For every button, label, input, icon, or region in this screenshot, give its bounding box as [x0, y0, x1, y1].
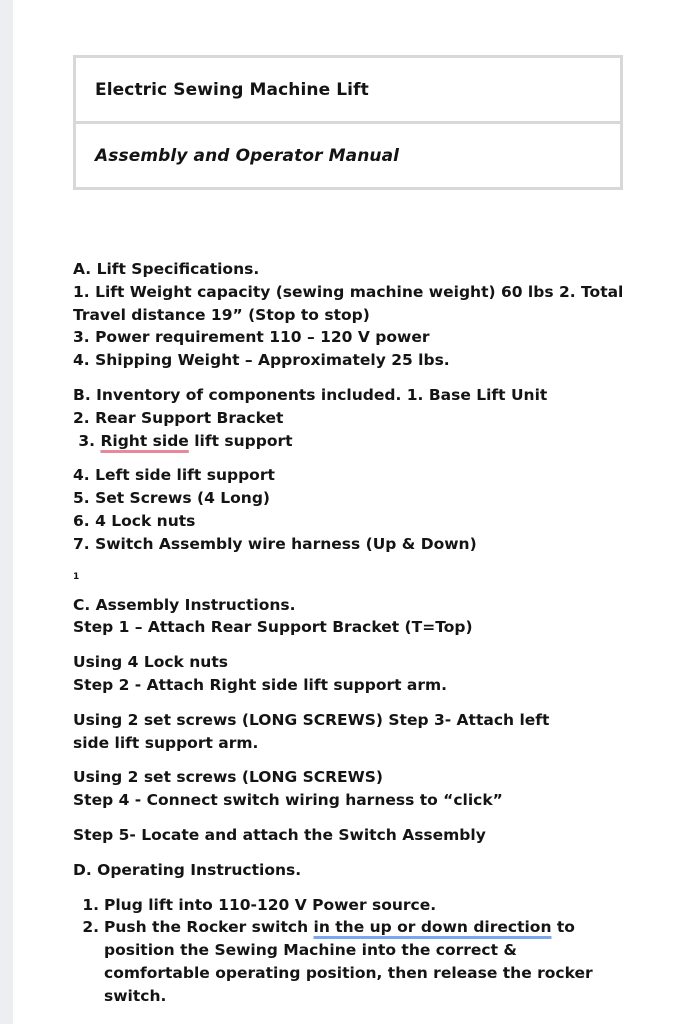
inventory-item-6: 6. 4 Lock nuts — [73, 511, 196, 530]
assembly-using-3: Using 2 set screws (LONG SCREWS) — [73, 768, 383, 787]
list-text-suffix: to position the Sewing Machine into the correct & comfortable operating position, then release the rocker switch. — [104, 918, 599, 1005]
section-c-heading: C. Assembly Instructions. — [73, 595, 296, 614]
page-margin-strip — [0, 0, 13, 1024]
assembly-using-1: Using 4 Lock nuts — [73, 653, 228, 672]
list-text-prefix: Push the Rocker switch — [104, 918, 314, 937]
title-box — [73, 55, 623, 190]
inventory-item-7: 7. Switch Assembly wire harness (Up & Down) — [73, 534, 477, 553]
document-title: Electric Sewing Machine Lift — [76, 58, 620, 124]
list-number: 1. — [82, 895, 99, 914]
operating-instructions-list — [73, 894, 643, 1008]
assembly-step-4: Step 4 - Connect switch wiring harness to “click” — [73, 791, 503, 810]
list-text: Plug lift into 110-120 V Power source. — [104, 895, 437, 914]
inventory-item-4: 4. Left side lift support — [73, 466, 275, 485]
section-d-heading: D. Operating Instructions. — [73, 860, 302, 879]
assembly-step-5: Step 5- Locate and attach the Switch Assembly — [73, 825, 486, 844]
assembly-step-3: Using 2 set screws (LONG SCREWS) Step 3- Attach left side lift support arm. — [73, 710, 550, 752]
inventory-item-3-prefix: 3. — [73, 431, 101, 450]
list-item — [73, 916, 643, 1007]
section-a-line-3: 4. Shipping Weight – Approximately 25 lbs. — [73, 351, 450, 370]
inventory-item-5: 5. Set Screws (4 Long) — [73, 489, 271, 508]
page-number: 1 — [73, 571, 80, 582]
section-a-line-1: 1. Lift Weight capacity (sewing machine weight) 60 lbs 2. Total Travel distance 19” (Stop to stop) — [73, 282, 624, 324]
section-a-line-2: 3. Power requirement 110 – 120 V power — [73, 328, 430, 347]
assembly-step-1: Step 1 – Attach Rear Support Bracket (T=Top) — [73, 618, 473, 637]
inventory-item-3 — [73, 430, 643, 453]
list-item — [73, 894, 643, 917]
assembly-step-2: Step 2 - Attach Right side lift support arm. — [73, 675, 448, 694]
section-a-heading: A. Lift Specifications. — [73, 260, 260, 278]
document-body — [73, 258, 643, 1008]
inventory-item-2: 2. Rear Support Bracket — [73, 408, 284, 427]
list-number: 2. — [82, 918, 99, 937]
document-subtitle: Assembly and Operator Manual — [95, 145, 400, 166]
inventory-item-3-suffix: lift support — [188, 431, 293, 450]
section-b-heading: B. Inventory of components included. 1. Base Lift Unit — [73, 385, 548, 404]
spellcheck-underlined-text[interactable]: Right side — [100, 431, 189, 450]
grammar-underlined-text[interactable]: in the up or down direction — [313, 918, 552, 937]
